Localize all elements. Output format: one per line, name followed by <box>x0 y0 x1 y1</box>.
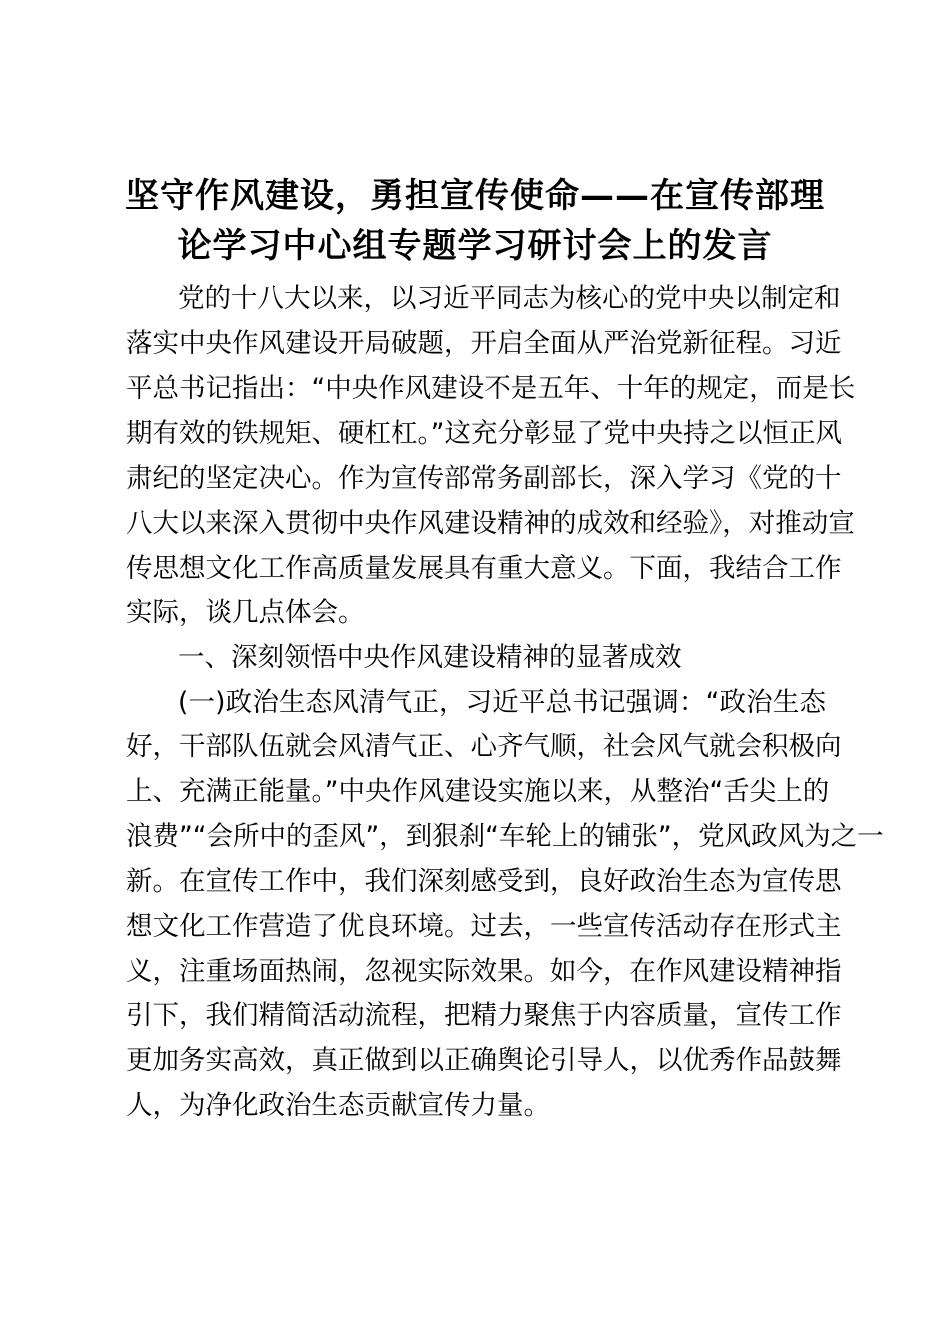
paragraph-2-line: 引下，我们精简活动流程，把精力聚焦于内容质量，宣传工作 <box>126 1000 842 1031</box>
paragraph-2-line: 新。在宣传工作中，我们深刻感受到，良好政治生态为宣传思 <box>126 866 842 897</box>
paragraph-2-line: 想文化工作营造了优良环境。过去，一些宣传活动存在形式主 <box>126 911 842 942</box>
section-1-heading: 一、深刻领悟中央作风建设精神的显著成效 <box>178 642 682 673</box>
paragraph-1-line: 党的十八大以来，以习近平同志为核心的党中央以制定和 <box>178 283 841 314</box>
document-title-line-1: 坚守作风建设，勇担宣传使命——在宣传部理 <box>125 176 825 216</box>
paragraph-1-line: 传思想文化工作高质量发展具有重大意义。下面，我结合工作 <box>126 553 842 584</box>
paragraph-1-line: 八大以来深入贯彻中央作风建设精神的成效和经验》，对推动宣 <box>126 508 855 539</box>
paragraph-2-line: 好，干部队伍就会风清气正、心齐气顺，社会风气就会积极向 <box>126 731 842 762</box>
paragraph-1-line: 实际，谈几点体会。 <box>126 597 365 628</box>
paragraph-1-line: 落实中央作风建设开局破题，开启全面从严治党新征程。习近 <box>126 328 842 359</box>
paragraph-2-line: 浪费”“会所中的歪风”，到狠刹“车轮上的铺张”，党风政风为之一 <box>126 821 884 852</box>
paragraph-2-line: 上、充满正能量。”中央作风建设实施以来，从整治“舌尖上的 <box>126 776 830 807</box>
paragraph-1-line: 平总书记指出：“中央作风建设不是五年、十年的规定，而是长 <box>126 373 856 404</box>
paragraph-2-line: 更加务实高效，真正做到以正确舆论引导人，以优秀作品鼓舞 <box>126 1045 842 1076</box>
document-title-line-2: 论学习中心组专题学习研讨会上的发言 <box>177 226 773 266</box>
paragraph-2-line: (一)政治生态风清气正，习近平总书记强调：“政治生态 <box>178 687 826 718</box>
paragraph-1-line: 期有效的铁规矩、硬杠杠。”这充分彰显了党中央持之以恒正风 <box>126 418 842 449</box>
paragraph-1-line: 肃纪的坚定决心。作为宣传部常务副部长，深入学习《党的十 <box>126 463 842 494</box>
paragraph-2-line: 人，为净化政治生态贡献宣传力量。 <box>126 1090 550 1121</box>
paragraph-2-line: 义，注重场面热闹，忽视实际效果。如今，在作风建设精神指 <box>126 956 842 987</box>
